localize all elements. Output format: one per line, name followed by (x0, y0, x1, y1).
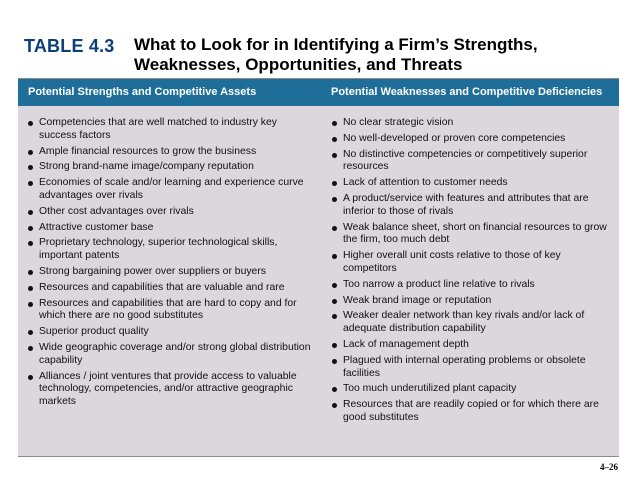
weaknesses-column-header: Potential Weaknesses and Competitive Deficiencies (331, 86, 603, 98)
strength-item: Strong brand-name image/company reputation (26, 161, 314, 174)
strength-item: Resources and capabilities that are hard to copy and for which there are no good substitutes (26, 298, 314, 324)
strength-item: Superior product quality (26, 326, 314, 339)
strength-item: Alliances / joint ventures that provide access to valuable technology, competencies, and/or attractive geographic markets (26, 371, 314, 409)
strength-item: Proprietary technology, superior technological skills, important patents (26, 237, 314, 263)
strength-item: Strong bargaining power over suppliers or buyers (26, 266, 314, 279)
weakness-item: No well-developed or proven core competencies (330, 133, 614, 146)
weakness-item: Too narrow a product line relative to rivals (330, 279, 614, 292)
weakness-item: Weaker dealer network than key rivals and/or lack of adequate distribution capability (330, 310, 614, 336)
table-title: What to Look for in Identifying a Firm’s Strengths, Weaknesses, Opportunities, and Threats (134, 35, 538, 74)
strengths-column-header: Potential Strengths and Competitive Assets (28, 86, 257, 98)
strengths-list (26, 117, 314, 412)
strength-item: Wide geographic coverage and/or strong global distribution capability (26, 342, 314, 368)
table-label: TABLE 4.3 (24, 36, 115, 56)
strength-item: Competencies that are well matched to industry key success factors (26, 117, 314, 143)
weakness-item: Weak balance sheet, short on financial resources to grow the firm, too much debt (330, 222, 614, 248)
weakness-item: No clear strategic vision (330, 117, 614, 130)
weakness-item: Too much underutilized plant capacity (330, 383, 614, 396)
weakness-item: Lack of attention to customer needs (330, 177, 614, 190)
strength-item: Other cost advantages over rivals (26, 206, 314, 219)
weakness-item: Higher overall unit costs relative to those of key competitors (330, 250, 614, 276)
strength-item: Economies of scale and/or learning and experience curve advantages over rivals (26, 177, 314, 203)
weakness-item: Resources that are readily copied or for which there are good substitutes (330, 399, 614, 425)
weakness-item: Plagued with internal operating problems or obsolete facilities (330, 355, 614, 381)
page-number: 4–26 (600, 462, 618, 472)
table-header-bar (18, 79, 619, 106)
weaknesses-list (330, 117, 614, 428)
weakness-item: Lack of management depth (330, 339, 614, 352)
weakness-item: No distinctive competencies or competitively superior resources (330, 149, 614, 175)
strength-item: Ample financial resources to grow the business (26, 146, 314, 159)
weakness-item: Weak brand image or reputation (330, 295, 614, 308)
strength-item: Attractive customer base (26, 222, 314, 235)
strength-item: Resources and capabilities that are valuable and rare (26, 282, 314, 295)
weakness-item: A product/service with features and attributes that are inferior to those of rivals (330, 193, 614, 219)
swot-table (18, 78, 619, 457)
